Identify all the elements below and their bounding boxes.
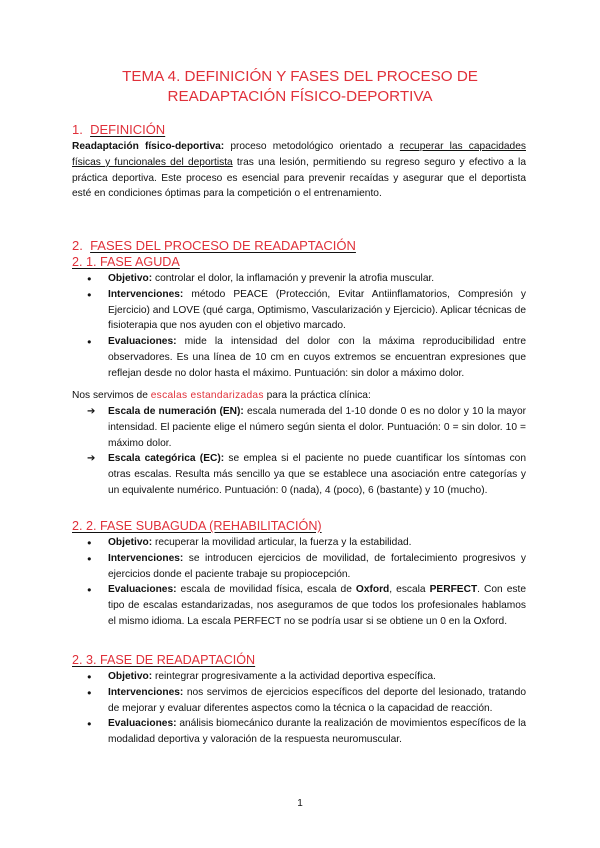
list-item bbox=[72, 716, 526, 748]
evaluaciones-label: Evaluaciones: bbox=[108, 718, 177, 730]
ec-text: se emplea si el paciente no puede cuantificar los síntomas con otras escalas. Resulta más sencillo ya que se establece una asociación entre categorías y un equivalente numérico. Puntuación: 0 (nada), 4 (poco), 6 (bastante) y 10 (mucho). bbox=[108, 453, 527, 497]
intervenciones-text: nos servimos de ejercicios específicos del deporte del lesionado, tratando de mejorar y evaluar diferentes aspectos como la técnica o la capacidad de reacción. bbox=[108, 686, 526, 714]
en-text: escala numerada del 1-10 donde 0 es no dolor y 10 la mayor intensidad. El paciente elige el número según sienta el dolor. Puntuación: 0 = sin dolor. 10 = máximo dolor. bbox=[108, 406, 526, 449]
definition-term: Readaptación físico-deportiva: bbox=[72, 141, 225, 152]
evaluaciones-text: mide la intensidad del dolor con la máxima reproducibilidad entre observadores. Es una línea de 10 cm en cuyos extremos se encuentran expresiones que reflejan desde no dolor hasta el máximo. Puntuación: sin dolor a máximo dolor. bbox=[108, 336, 526, 379]
section-1-number: 1. bbox=[72, 122, 83, 137]
evaluaciones-text-a: escala de movilidad física, escala de bbox=[176, 584, 356, 596]
evaluaciones-text-c: . Con este tipo de escalas estandarizadas, nos aseguramos de que todos los profesionales hablamos el mismo idioma. La escala PERFECT no se podría usar si se obtiene un 0 en la Oxford. bbox=[108, 584, 526, 628]
phase-2-title: 2. 2. FASE SUBAGUDA (REHABILITACIÓN) bbox=[72, 519, 322, 533]
section-2-heading bbox=[72, 238, 356, 254]
objetivo-label: Objetivo: bbox=[108, 671, 153, 682]
objetivo-text: reintegrar progresivamente a la actividad deportiva específica. bbox=[152, 671, 436, 682]
evaluaciones-label: Evaluaciones: bbox=[108, 336, 177, 348]
list-item bbox=[72, 287, 526, 334]
list-item bbox=[72, 404, 526, 451]
section-1-title: DEFINICIÓN bbox=[90, 122, 166, 137]
list-item bbox=[72, 669, 526, 685]
list-item bbox=[72, 551, 526, 583]
section-2-number: 2. bbox=[72, 238, 83, 253]
en-label: Escala de numeración (EN): bbox=[108, 406, 244, 417]
intervenciones-label: Intervenciones: bbox=[108, 288, 184, 300]
phase-3-list bbox=[72, 669, 526, 748]
intervenciones-text: se introducen ejercicios de movilidad, de fortalecimiento progresivos y ejercicios donde el paciente trabaje su propiocepción. bbox=[108, 552, 526, 580]
scales-intro-a: Nos servimos de bbox=[72, 390, 151, 401]
intervenciones-text: método PEACE (Protección, Evitar Antiinflamatorios, Compresión y Ejercicio) and LOVE (qué carga, Optimismo, Vascularización y Ejercicio). Aplicar técnicas de fisioterapia que nos ayuden con el objetivo marcado. bbox=[108, 288, 526, 332]
title-line-2: READAPTACIÓN FÍSICO-DEPORTIVA bbox=[167, 87, 433, 105]
phase-3-heading bbox=[72, 653, 255, 668]
scales-list bbox=[72, 404, 526, 499]
list-item bbox=[72, 451, 526, 498]
scales-intro bbox=[72, 388, 526, 404]
evaluaciones-label: Evaluaciones: bbox=[108, 584, 177, 596]
arrow-right-icon: ➔ bbox=[87, 453, 96, 465]
objetivo-text: recuperar la movilidad articular, la fuerza y la estabilidad. bbox=[152, 537, 412, 548]
objetivo-label: Objetivo: bbox=[108, 273, 153, 284]
definition-text-a: proceso metodológico orientado a bbox=[224, 141, 400, 152]
intervenciones-label: Intervenciones: bbox=[108, 552, 184, 564]
objetivo-label: Objetivo: bbox=[108, 537, 153, 548]
definition-paragraph bbox=[72, 139, 526, 202]
oxford-label: Oxford bbox=[355, 584, 390, 596]
definition-underlined: recuperar las capacidades físicas y funcionales del deportista bbox=[72, 141, 526, 168]
list-item bbox=[72, 685, 526, 717]
phase-1-heading bbox=[72, 255, 180, 270]
phase-3-title: 2. 3. FASE DE READAPTACIÓN bbox=[72, 653, 256, 667]
phase-2-heading bbox=[72, 519, 322, 534]
objetivo-text: controlar el dolor, la inflamación y prevenir la atrofia muscular. bbox=[152, 273, 435, 284]
phase-2-list bbox=[72, 535, 526, 630]
arrow-right-icon: ➔ bbox=[87, 406, 96, 417]
document-title bbox=[80, 67, 520, 107]
scales-highlight: escalas estandarizadas bbox=[150, 390, 264, 401]
perfect-label: PERFECT bbox=[429, 584, 478, 596]
scales-intro-b: para la práctica clínica: bbox=[263, 390, 371, 401]
ec-label: Escala categórica (EC): bbox=[108, 453, 225, 465]
evaluaciones-text-b: , escala bbox=[389, 584, 430, 596]
intervenciones-label: Intervenciones: bbox=[108, 686, 184, 698]
page-number: 1 bbox=[297, 798, 303, 809]
list-item bbox=[72, 535, 526, 551]
section-1-heading bbox=[72, 122, 165, 138]
phase-1-title: 2. 1. FASE AGUDA bbox=[72, 255, 180, 269]
list-item bbox=[72, 271, 526, 287]
definition-text-b: tras una lesión, permitiendo su regreso seguro y efectivo a la práctica deportiva. Este proceso es esencial para prevenir recaídas y asegurar que el deportista esté en condiciones óptimas para la competición o el entrenamiento. bbox=[72, 156, 526, 200]
list-item bbox=[72, 582, 526, 629]
section-2-title: FASES DEL PROCESO DE READAPTACIÓN bbox=[90, 238, 356, 253]
evaluaciones-text: análisis biomecánico durante la realización de movimientos específicos de la modalidad deportiva y valoración de la respuesta neuromuscular. bbox=[108, 718, 526, 746]
title-line-1: TEMA 4. DEFINICIÓN Y FASES DEL PROCESO DE bbox=[122, 68, 478, 85]
phase-1-list bbox=[72, 271, 526, 382]
list-item bbox=[72, 334, 526, 381]
